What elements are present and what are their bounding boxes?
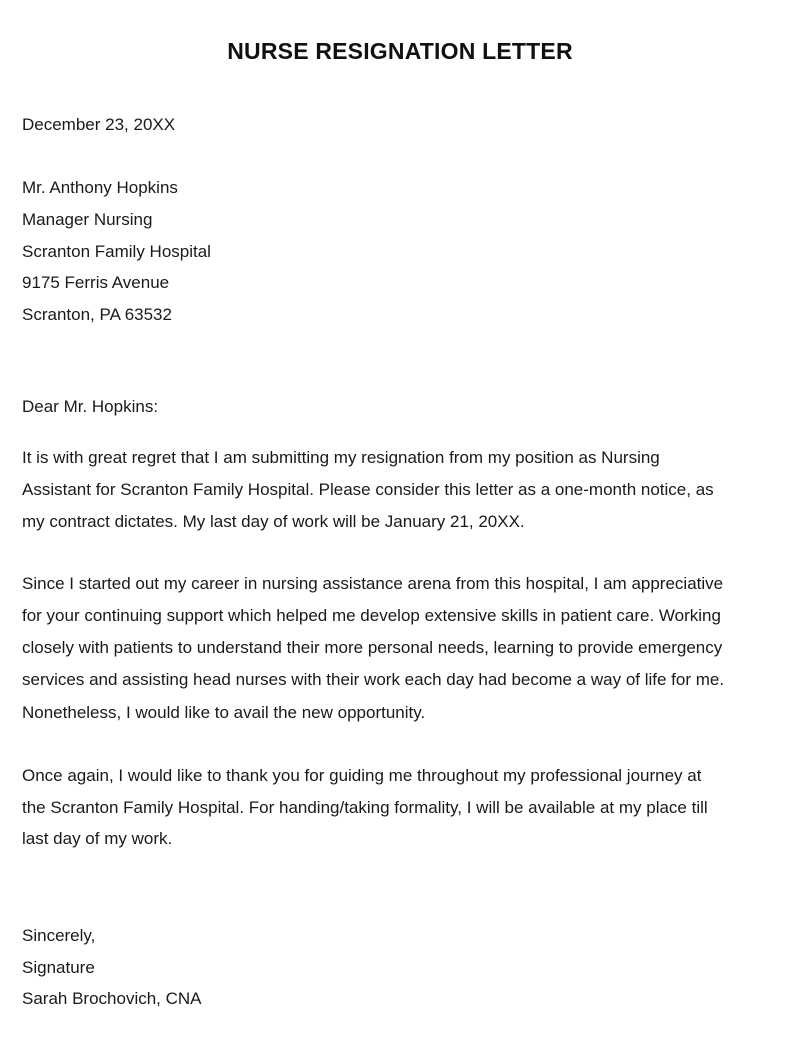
recipient-street: 9175 Ferris Avenue [22, 273, 170, 292]
closing-valediction: Sincerely, [22, 926, 96, 945]
paragraph-3-line: Once again, I would like to thank you for guiding me throughout my professional journey at [22, 766, 702, 785]
recipient-organization: Scranton Family Hospital [22, 242, 211, 261]
paragraph-3-line: last day of my work. [22, 829, 173, 848]
paragraph-1-line: Assistant for Scranton Family Hospital. Please consider this letter as a one-month notice, as [22, 480, 714, 499]
paragraph-2-line: Since I started out my career in nursing assistance arena from this hospital, I am appreciative [22, 574, 724, 593]
salutation: Dear Mr. Hopkins: [22, 397, 159, 416]
paragraph-1-line: my contract dictates. My last day of work will be January 21, 20XX. [22, 512, 525, 531]
paragraph-2-line: Nonetheless, I would like to avail the new opportunity. [22, 703, 426, 722]
paragraph-2-line: closely with patients to understand their more personal needs, learning to provide emergency [22, 638, 723, 657]
recipient-city-state-zip: Scranton, PA 63532 [22, 305, 172, 324]
recipient-position: Manager Nursing [22, 210, 153, 229]
paragraph-3-line: the Scranton Family Hospital. For handing/taking formality, I will be available at my place till [22, 798, 708, 817]
recipient-name: Mr. Anthony Hopkins [22, 178, 178, 197]
closing-signature: Signature [22, 958, 95, 977]
letter-title: NURSE RESIGNATION LETTER [227, 38, 573, 64]
paragraph-1-line: It is with great regret that I am submitting my resignation from my position as Nursing [22, 448, 660, 467]
paragraph-2-line: services and assisting head nurses with their work each day had become a way of life for me. [22, 670, 725, 689]
letter-date: December 23, 20XX [22, 115, 176, 134]
paragraph-2-line: for your continuing support which helped me develop extensive skills in patient care. Working [22, 606, 721, 625]
closing-name: Sarah Brochovich, CNA [22, 989, 202, 1008]
